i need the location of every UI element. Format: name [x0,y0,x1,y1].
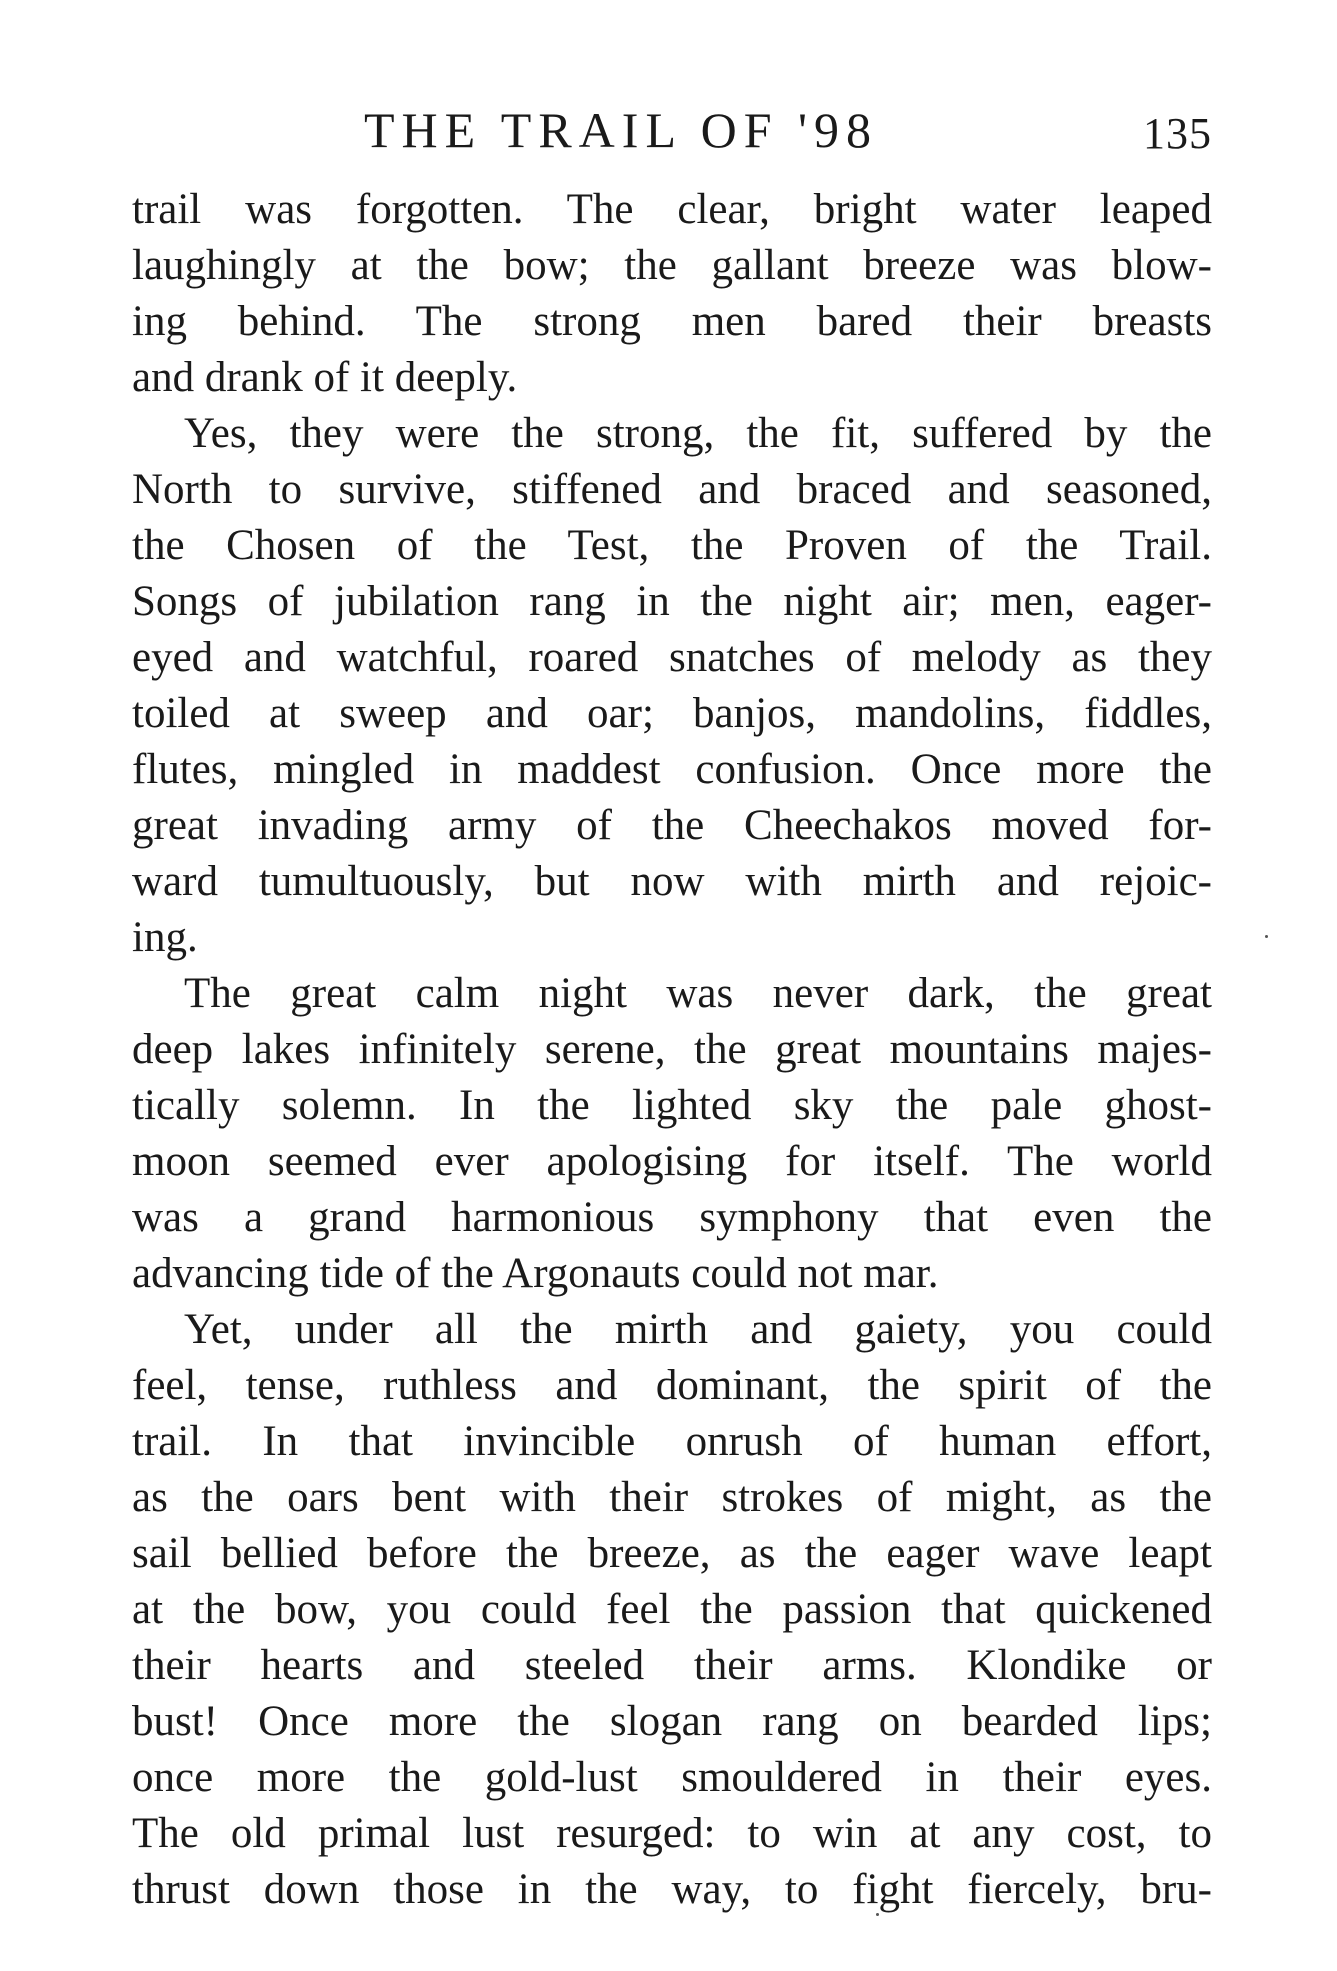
text-line: tically solemn. In the lighted sky the pale ghost- [132,1082,1212,1129]
text-line: ward tumultuously, but now with mirth and rejoic- [132,858,1212,905]
text-line: advancing tide of the Argonauts could not mar. [132,1250,939,1297]
text-line: Yes, they were the strong, the fit, suffered by the [184,410,1212,457]
text-line: great invading army of the Cheechakos moved for- [132,802,1212,849]
text-line: toiled at sweep and oar; banjos, mandolins, fiddles, [132,690,1212,737]
text-line: feel, tense, ruthless and dominant, the spirit of the [132,1362,1212,1409]
text-line: thrust down those in the way, to fight fiercely, bru- [132,1866,1212,1913]
text-line: the Chosen of the Test, the Proven of the Trail. [132,522,1212,569]
text-line: bust! Once more the slogan rang on bearded lips; [132,1698,1212,1745]
text-line: sail bellied before the breeze, as the eager wave leapt [132,1530,1212,1577]
text-line: trail was forgotten. The clear, bright water leaped [132,186,1212,233]
running-title: THE TRAIL OF '98 [364,102,879,158]
text-line: eyed and watchful, roared snatches of melody as they [132,634,1212,681]
text-line: Songs of jubilation rang in the night air; men, eager- [132,578,1212,625]
text-line: North to survive, stiffened and braced and seasoned, [132,466,1212,513]
text-line: as the oars bent with their strokes of might, as the [132,1474,1212,1521]
text-line: and drank of it deeply. [132,354,518,401]
text-line: The great calm night was never dark, the great [184,970,1212,1017]
page-number: 135 [1143,109,1212,158]
text-line: their hearts and steeled their arms. Klondike or [132,1642,1212,1689]
text-line: once more the gold-lust smouldered in their eyes. [132,1754,1212,1801]
text-line: The old primal lust resurged: to win at any cost, to [132,1810,1212,1857]
text-line: at the bow, you could feel the passion that quickened [132,1586,1212,1633]
print-speck [1265,935,1268,938]
text-line: was a grand harmonious symphony that even the [132,1194,1212,1241]
print-speck [876,1913,879,1916]
text-line: deep lakes infinitely serene, the great mountains majes- [132,1026,1212,1073]
text-line: ing behind. The strong men bared their breasts [132,298,1212,345]
text-line: trail. In that invincible onrush of human effort, [132,1418,1212,1465]
running-head [132,95,1212,165]
text-line: flutes, mingled in maddest confusion. Once more the [132,746,1212,793]
text-line: Yet, under all the mirth and gaiety, you could [184,1306,1212,1353]
text-line: moon seemed ever apologising for itself. The world [132,1138,1212,1185]
body-text [132,182,1212,1918]
text-line: ing. [132,914,198,961]
text-line: laughingly at the bow; the gallant breeze was blow- [132,242,1212,289]
